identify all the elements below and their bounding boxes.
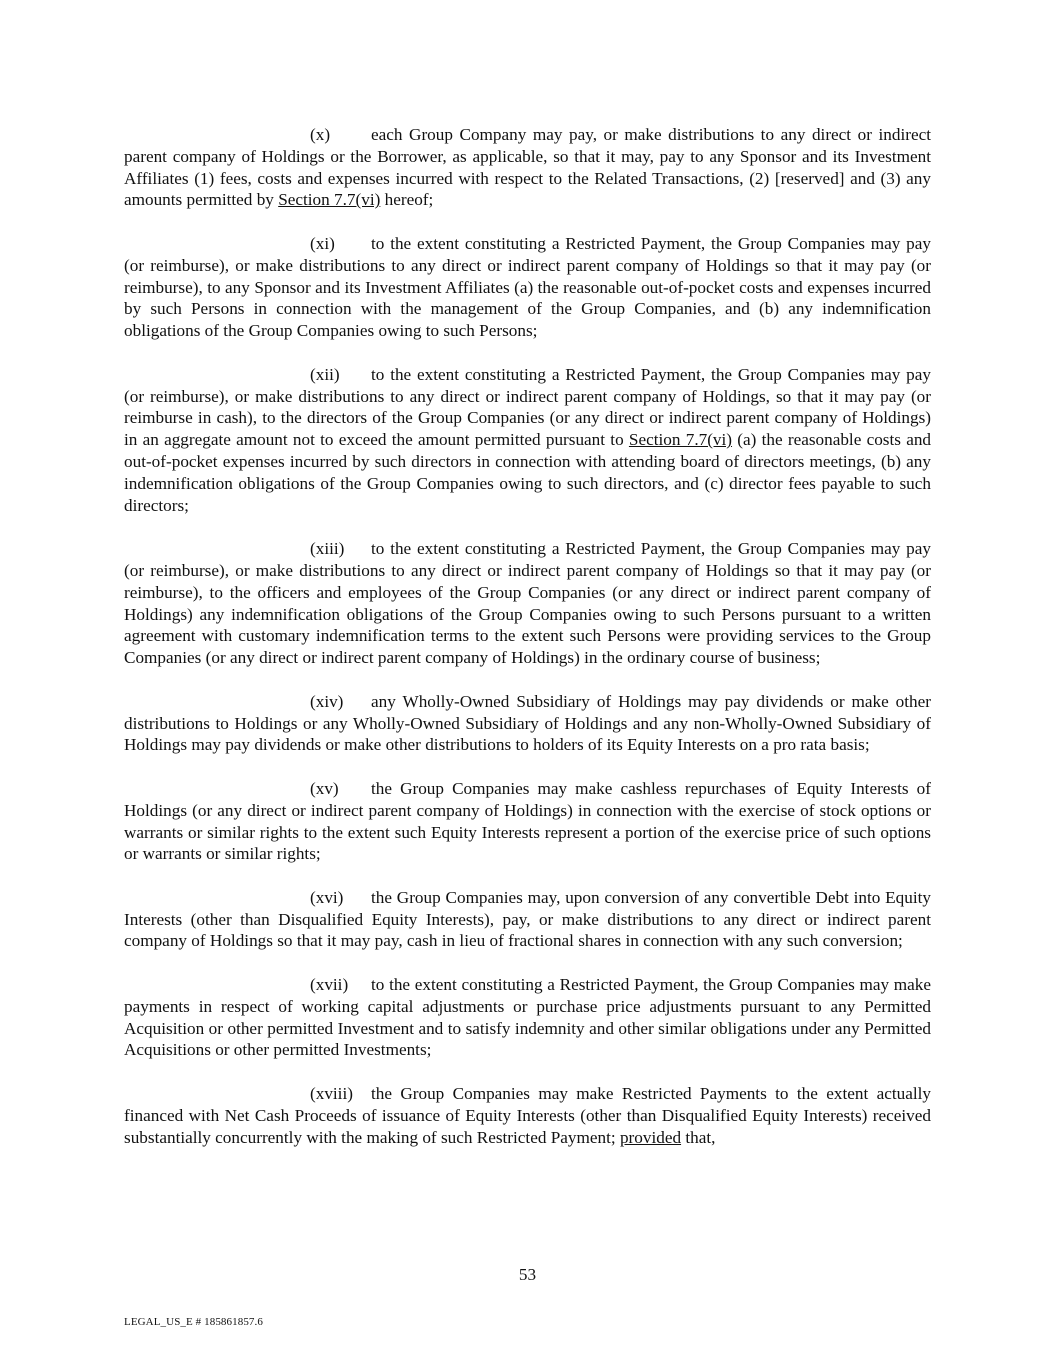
clause-number: (xi) [310, 233, 335, 253]
clause-number: (x) [310, 125, 331, 144]
section-reference: Section 7.7(vi) [628, 430, 733, 450]
clause-xiii [124, 538, 931, 669]
clause-text: to the extent constituting a Restricted Payment, the Group Companies may pay (or reimburse), or make distributions to any direct or indirect parent company of Holdings, so that it may pay (or reimburse in cash), to the directors of the Group Companies (or any direct or indirect parent company of Holdings) in an aggregate amount not to exceed the amount permitted pursuant to [124, 364, 931, 450]
clause-xiv [124, 691, 931, 756]
clause-xi [124, 233, 931, 342]
clause-xii [124, 364, 931, 517]
defined-term-provided: provided [619, 1127, 682, 1147]
clause-text: any Wholly-Owned Subsidiary of Holdings may pay dividends or make other distributions to Holdings or any Wholly-Owned Subsidiary of Holdings and any non-Wholly-Owned Subsidiary of Holdings may pay dividends or make other distributions to holders of its Equity Interests on a pro rata basis; [124, 691, 931, 755]
clause-number: (xiii) [310, 539, 345, 559]
clause-text: each Group Company may pay, or make distributions to any direct or indirect parent company of Holdings or the Borrower, as applicable, so that it may, pay to any Sponsor and its Investment Affiliates (1) fees, costs and expenses incurred with respect to the Related Transactions, (2) [reserved] and (3) any amounts permitted by [124, 125, 931, 210]
clause-number: (xviii) [310, 1084, 353, 1104]
section-reference: Section 7.7(vi) [278, 190, 381, 210]
clause-text: (a) the reasonable costs and out-of-pocket expenses incurred by such directors in connection with attending board of directors meetings, (b) any indemnification obligations of the Group Companies owing to such directors, and (c) director fees payable to such directors; [124, 430, 932, 515]
clause-xviii [124, 1083, 931, 1148]
clause-xvii [124, 974, 931, 1061]
clause-number: (xii) [310, 364, 340, 384]
clause-text: the Group Companies may make Restricted Payments to the extent actually financed with Net Cash Proceeds of issuance of Equity Interests (other than Disqualified Equity Interests) received substantially concurrently with the making of such Restricted Payment; [124, 1084, 931, 1147]
clause-text: the Group Companies may make cashless repurchases of Equity Interests of Holdings (or any direct or indirect parent company of Holdings) in connection with the exercise of stock options or warrants or similar rights to the extent such Equity Interests represent a portion of the exercise price of such options or warrants or similar rights; [124, 778, 931, 864]
clause-number: (xiv) [310, 691, 344, 711]
clause-text: the Group Companies may, upon conversion of any convertible Debt into Equity Interests (other than Disqualified Equity Interests), pay, or make distributions to any direct or indirect parent company of Holdings so that it may pay, cash in lieu of fractional shares in connection with any such conversion; [124, 887, 931, 951]
clause-x [124, 124, 931, 211]
clause-number: (xv) [310, 778, 339, 798]
clause-text: to the extent constituting a Restricted Payment, the Group Companies may make payments in respect of working capital adjustments or purchase price adjustments pursuant to any Permitted Acquisition or other permitted Investment and to satisfy indemnity and other similar obligations under any Permitted Acquisitions or other permitted Investments; [124, 975, 931, 1060]
clause-text: that, [681, 1127, 716, 1147]
clause-text: to the extent constituting a Restricted Payment, the Group Companies may pay (or reimburse), or make distributions to any direct or indirect parent company of Holdings so that it may pay (or reimburse), to the officers and employees of the Group Companies (or any direct or indirect parent company of Holdings) any indemnification obligations of the Group Companies owing to such Persons pursuant to a written agreement with customary indemnification terms to the extent such Persons were providing services to the Group Companies (or any direct or indirect parent company of Holdings) in the ordinary course of business; [124, 539, 931, 668]
clause-text: to the extent constituting a Restricted Payment, the Group Companies may pay (or reimburse), or make distributions to any direct or indirect parent company of Holdings so that it may pay (or reimburse), to any Sponsor and its Investment Affiliates (a) the reasonable out-of-pocket costs and expenses incurred by such Persons in connection with the management of the Group Companies, and (b) any indemnification obligations of the Group Companies owing to such Persons; [124, 233, 931, 341]
clause-text: hereof; [380, 190, 434, 210]
page-number: 53 [518, 1265, 537, 1284]
clause-xv [124, 778, 931, 865]
document-id: LEGAL_US_E # 185861857.6 [124, 1316, 263, 1328]
clause-xvi [124, 887, 931, 952]
clause-number: (xvi) [310, 887, 344, 907]
document-body [124, 124, 931, 1170]
clause-number: (xvii) [310, 975, 349, 995]
